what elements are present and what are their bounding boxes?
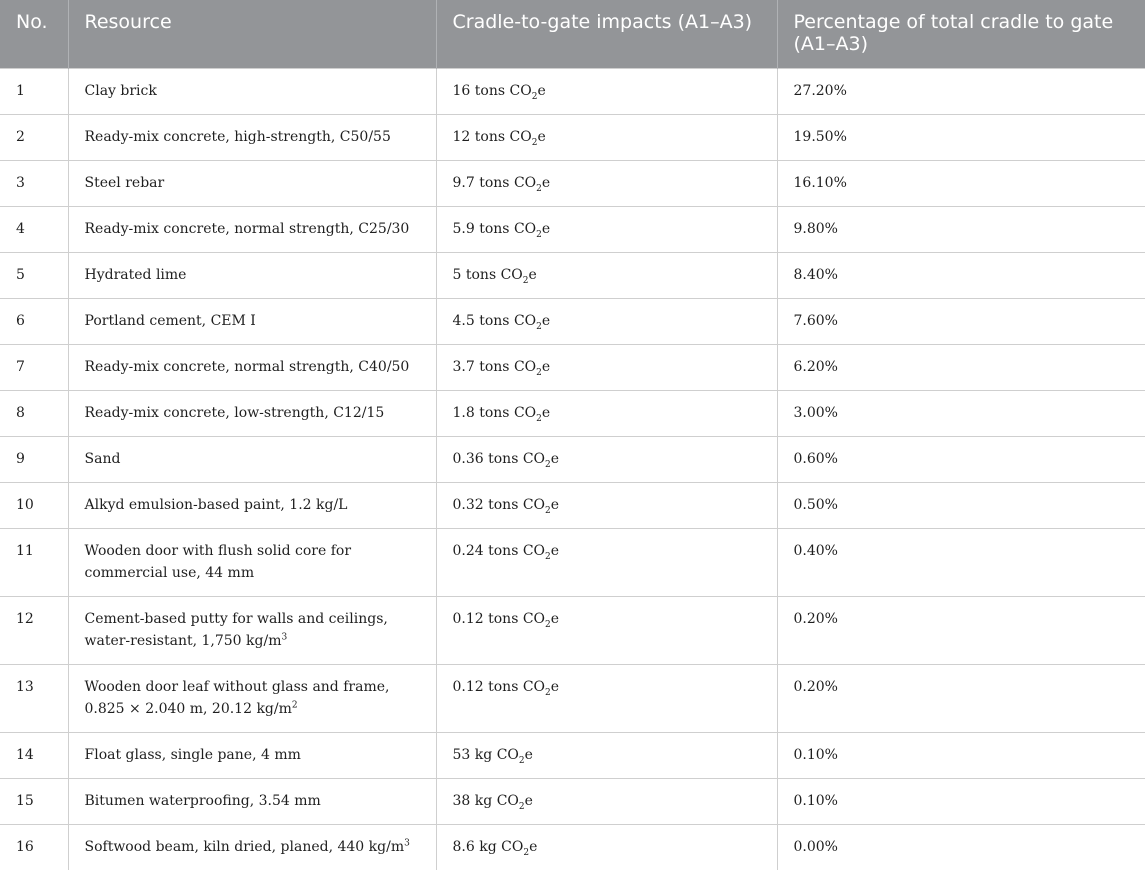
row-number: 9 (16, 450, 25, 467)
impact-unit: tons (474, 82, 506, 99)
cell-percentage (777, 252, 1145, 298)
cell-no (0, 664, 68, 732)
cell-resource (68, 528, 436, 596)
row-number: 13 (16, 678, 34, 695)
cell-no (0, 68, 68, 114)
cell-percentage (777, 778, 1145, 824)
co2-unit-text: e (524, 746, 533, 763)
impact-value: 9.7 (452, 174, 475, 191)
cell-percentage (777, 436, 1145, 482)
impact-value: 16 (452, 82, 471, 99)
cell-impact (436, 824, 777, 870)
impact-value: 4.5 (452, 312, 475, 329)
cell-percentage (777, 344, 1145, 390)
percentage-value: 0.10% (793, 746, 838, 763)
resource-name: Sand (84, 450, 121, 467)
percentage-value: 0.00% (793, 838, 838, 855)
percentage-value: 0.50% (793, 496, 838, 513)
co2-unit-text: 2 (536, 229, 542, 240)
impact-value: 0.36 (452, 450, 484, 467)
cell-percentage (777, 732, 1145, 778)
cell-percentage (777, 298, 1145, 344)
percentage-value: 0.10% (793, 792, 838, 809)
co2-unit-text: 2 (536, 183, 542, 194)
co2-unit-text: 2 (518, 801, 525, 812)
impact-unit: tons (465, 266, 497, 283)
cell-percentage (777, 206, 1145, 252)
co2-unit-text: 2 (536, 367, 542, 378)
cell-percentage (777, 824, 1145, 870)
resource-name: Cement-based putty for walls and ceilings, water-resistant, 1,750 kg/m (84, 610, 388, 649)
co2-unit-text: CO (509, 82, 532, 99)
cell-percentage (777, 68, 1145, 114)
co2-unit-text: 2 (545, 459, 551, 470)
cell-impact (436, 160, 777, 206)
table-row (0, 252, 1145, 298)
resource-name: Steel rebar (84, 174, 165, 191)
row-number: 1 (16, 82, 25, 99)
cell-impact (436, 114, 777, 160)
impact-value: 0.32 (452, 496, 484, 513)
row-number: 5 (16, 266, 25, 283)
impact-value: 38 (452, 792, 471, 809)
co2-unit-text: 2 (545, 551, 551, 562)
cell-no (0, 298, 68, 344)
cell-resource (68, 732, 436, 778)
co2-unit-text: CO (513, 220, 537, 237)
resource-name: Alkyd emulsion-based paint, 1.2 kg/L (84, 496, 348, 513)
cell-resource (68, 596, 436, 664)
resource-name: Clay brick (84, 82, 157, 99)
impact-unit: tons (488, 542, 519, 559)
percentage-value: 16.10% (793, 174, 847, 191)
cell-no (0, 732, 68, 778)
table-row (0, 298, 1145, 344)
cell-resource (68, 778, 436, 824)
percentage-value: 6.20% (793, 358, 838, 375)
co2-unit-text: CO (501, 838, 524, 855)
co2-unit-text: CO (513, 404, 537, 421)
row-number: 3 (16, 174, 25, 191)
impact-value: 5.9 (452, 220, 475, 237)
co2-unit-text: 2 (536, 321, 542, 332)
impact-unit: tons (488, 610, 519, 627)
impact-value: 1.8 (452, 404, 475, 421)
co2-unit-text: e (550, 678, 560, 695)
co2-unit-text: 2 (531, 91, 538, 102)
percentage-value: 0.20% (793, 678, 838, 695)
row-number: 6 (16, 312, 25, 329)
resource-name: Bitumen waterproofing, 3.54 mm (84, 792, 321, 809)
co2-unit-text: e (528, 266, 537, 283)
table-row (0, 732, 1145, 778)
table-row (0, 778, 1145, 824)
cell-no (0, 528, 68, 596)
cell-percentage (777, 482, 1145, 528)
resource-superscript: 3 (281, 631, 288, 642)
resource-name: Ready-mix concrete, normal strength, C40/50 (84, 358, 410, 375)
cell-resource (68, 114, 436, 160)
impact-unit: tons (479, 174, 510, 191)
co2-unit-text: e (524, 792, 533, 809)
co2-unit-text: CO (522, 678, 546, 695)
co2-unit-text: 2 (518, 755, 525, 766)
impact-unit: tons (479, 358, 510, 375)
table-row (0, 390, 1145, 436)
table-row (0, 824, 1145, 870)
co2-unit-text: CO (522, 610, 546, 627)
co2-unit-text: e (541, 404, 551, 421)
cell-resource (68, 68, 436, 114)
co2-unit-text: CO (513, 358, 537, 375)
table-row (0, 68, 1145, 114)
row-number: 11 (16, 542, 34, 559)
co2-unit-text: CO (522, 496, 546, 513)
table-body (0, 68, 1145, 870)
impact-value: 0.12 (452, 610, 484, 627)
impact-unit: tons (488, 450, 519, 467)
table-row (0, 206, 1145, 252)
percentage-value: 0.60% (793, 450, 838, 467)
impact-unit: tons (479, 312, 510, 329)
cell-no (0, 778, 68, 824)
row-number: 12 (16, 610, 34, 627)
impact-value: 53 (452, 746, 471, 763)
co2-unit-text: e (541, 174, 551, 191)
cell-resource (68, 436, 436, 482)
impact-unit: kg (474, 746, 493, 763)
co2-unit-text: CO (522, 542, 546, 559)
resource-name: Wooden door with flush solid core for commercial use, 44 mm (84, 542, 352, 581)
percentage-value: 0.20% (793, 610, 838, 627)
table-row (0, 596, 1145, 664)
cell-percentage (777, 160, 1145, 206)
cell-resource (68, 824, 436, 870)
impact-unit: kg (474, 792, 493, 809)
impact-value: 0.12 (452, 678, 484, 695)
row-number: 8 (16, 404, 25, 421)
co2-unit-text: 2 (523, 847, 530, 858)
co2-unit-text: CO (513, 312, 537, 329)
cell-impact (436, 596, 777, 664)
cell-impact (436, 482, 777, 528)
table-row (0, 114, 1145, 160)
co2-unit-text: e (537, 128, 546, 145)
resource-name: Portland cement, CEM I (84, 312, 256, 329)
cell-resource (68, 344, 436, 390)
percentage-value: 8.40% (793, 266, 838, 283)
co2-unit-text: e (541, 220, 551, 237)
cell-impact (436, 390, 777, 436)
cell-resource (68, 298, 436, 344)
co2-unit-text: 2 (545, 505, 551, 516)
header-row (0, 0, 1145, 68)
cell-impact (436, 436, 777, 482)
cell-no (0, 160, 68, 206)
cell-no (0, 482, 68, 528)
resource-superscript: 2 (291, 699, 298, 710)
percentage-value: 9.80% (793, 220, 838, 237)
co2-unit-text: e (541, 312, 551, 329)
impact-unit: tons (488, 678, 519, 695)
header-percentage: Percentage of total cradle to gate (A1–A3) (777, 0, 1145, 68)
cell-no (0, 252, 68, 298)
cell-no (0, 436, 68, 482)
cell-impact (436, 68, 777, 114)
co2-unit-text: CO (509, 128, 532, 145)
cell-no (0, 206, 68, 252)
co2-unit-text: 2 (545, 619, 551, 630)
header-impacts: Cradle-to-gate impacts (A1–A3) (436, 0, 777, 68)
co2-unit-text: e (550, 496, 560, 513)
percentage-value: 7.60% (793, 312, 838, 329)
cell-impact (436, 528, 777, 596)
row-number: 14 (16, 746, 34, 763)
table-row (0, 528, 1145, 596)
table-row (0, 160, 1145, 206)
row-number: 4 (16, 220, 25, 237)
co2-unit-text: CO (513, 174, 537, 191)
cell-impact (436, 732, 777, 778)
co2-unit-text: CO (496, 792, 519, 809)
row-number: 7 (16, 358, 25, 375)
cell-resource (68, 252, 436, 298)
cell-no (0, 390, 68, 436)
cell-resource (68, 482, 436, 528)
resource-name: Softwood beam, kiln dried, planed, 440 kg/m (84, 838, 405, 855)
resource-name: Wooden door leaf without glass and frame, 0.825 × 2.040 m, 20.12 kg/m (84, 678, 390, 717)
cell-percentage (777, 664, 1145, 732)
impact-unit: tons (474, 128, 506, 145)
cell-percentage (777, 528, 1145, 596)
cell-resource (68, 390, 436, 436)
resource-name: Float glass, single pane, 4 mm (84, 746, 301, 763)
resource-name: Ready-mix concrete, normal strength, C25/30 (84, 220, 410, 237)
impact-value: 0.24 (452, 542, 484, 559)
co2-unit-text: e (529, 838, 538, 855)
co2-unit-text: 2 (522, 275, 529, 286)
header-no: No. (16, 11, 48, 33)
resource-name: Ready-mix concrete, high-strength, C50/55 (84, 128, 391, 145)
impact-value: 3.7 (452, 358, 475, 375)
cell-impact (436, 344, 777, 390)
table-row (0, 664, 1145, 732)
impact-value: 5 (452, 266, 462, 283)
impact-unit: tons (479, 404, 510, 421)
cell-percentage (777, 390, 1145, 436)
cell-impact (436, 206, 777, 252)
co2-unit-text: CO (496, 746, 519, 763)
cell-no (0, 344, 68, 390)
co2-unit-text: CO (522, 450, 546, 467)
header-resource: Resource (68, 0, 436, 68)
cell-impact (436, 298, 777, 344)
co2-unit-text: e (550, 610, 560, 627)
row-number: 15 (16, 792, 34, 809)
percentage-value: 27.20% (793, 82, 847, 99)
percentage-value: 19.50% (793, 128, 847, 145)
cell-no (0, 824, 68, 870)
resource-superscript: 3 (404, 837, 410, 848)
co2-unit-text: CO (500, 266, 523, 283)
table-row (0, 482, 1145, 528)
impact-unit: kg (479, 838, 497, 855)
table-row (0, 344, 1145, 390)
resource-name: Hydrated lime (84, 266, 187, 283)
cell-percentage (777, 596, 1145, 664)
row-number: 2 (16, 128, 25, 145)
row-number: 10 (16, 496, 34, 513)
co2-unit-text: e (550, 542, 560, 559)
cell-no (0, 114, 68, 160)
cell-impact (436, 778, 777, 824)
cell-impact (436, 664, 777, 732)
co2-unit-text: e (550, 450, 560, 467)
impact-value: 12 (452, 128, 471, 145)
row-number: 16 (16, 838, 34, 855)
percentage-value: 3.00% (793, 404, 838, 421)
co2-unit-text: e (537, 82, 546, 99)
cell-percentage (777, 114, 1145, 160)
impact-unit: tons (488, 496, 519, 513)
cell-resource (68, 160, 436, 206)
cell-resource (68, 664, 436, 732)
co2-unit-text: 2 (545, 687, 551, 698)
percentage-value: 0.40% (793, 542, 838, 559)
resource-name: Ready-mix concrete, low-strength, C12/15 (84, 404, 385, 421)
table-header (0, 0, 1145, 68)
impact-unit: tons (479, 220, 510, 237)
cell-no (0, 596, 68, 664)
co2-unit-text: e (541, 358, 551, 375)
table-row (0, 436, 1145, 482)
impact-value: 8.6 (452, 838, 475, 855)
cell-impact (436, 252, 777, 298)
co2-unit-text: 2 (531, 137, 538, 148)
co2-unit-text: 2 (536, 413, 542, 424)
cell-resource (68, 206, 436, 252)
